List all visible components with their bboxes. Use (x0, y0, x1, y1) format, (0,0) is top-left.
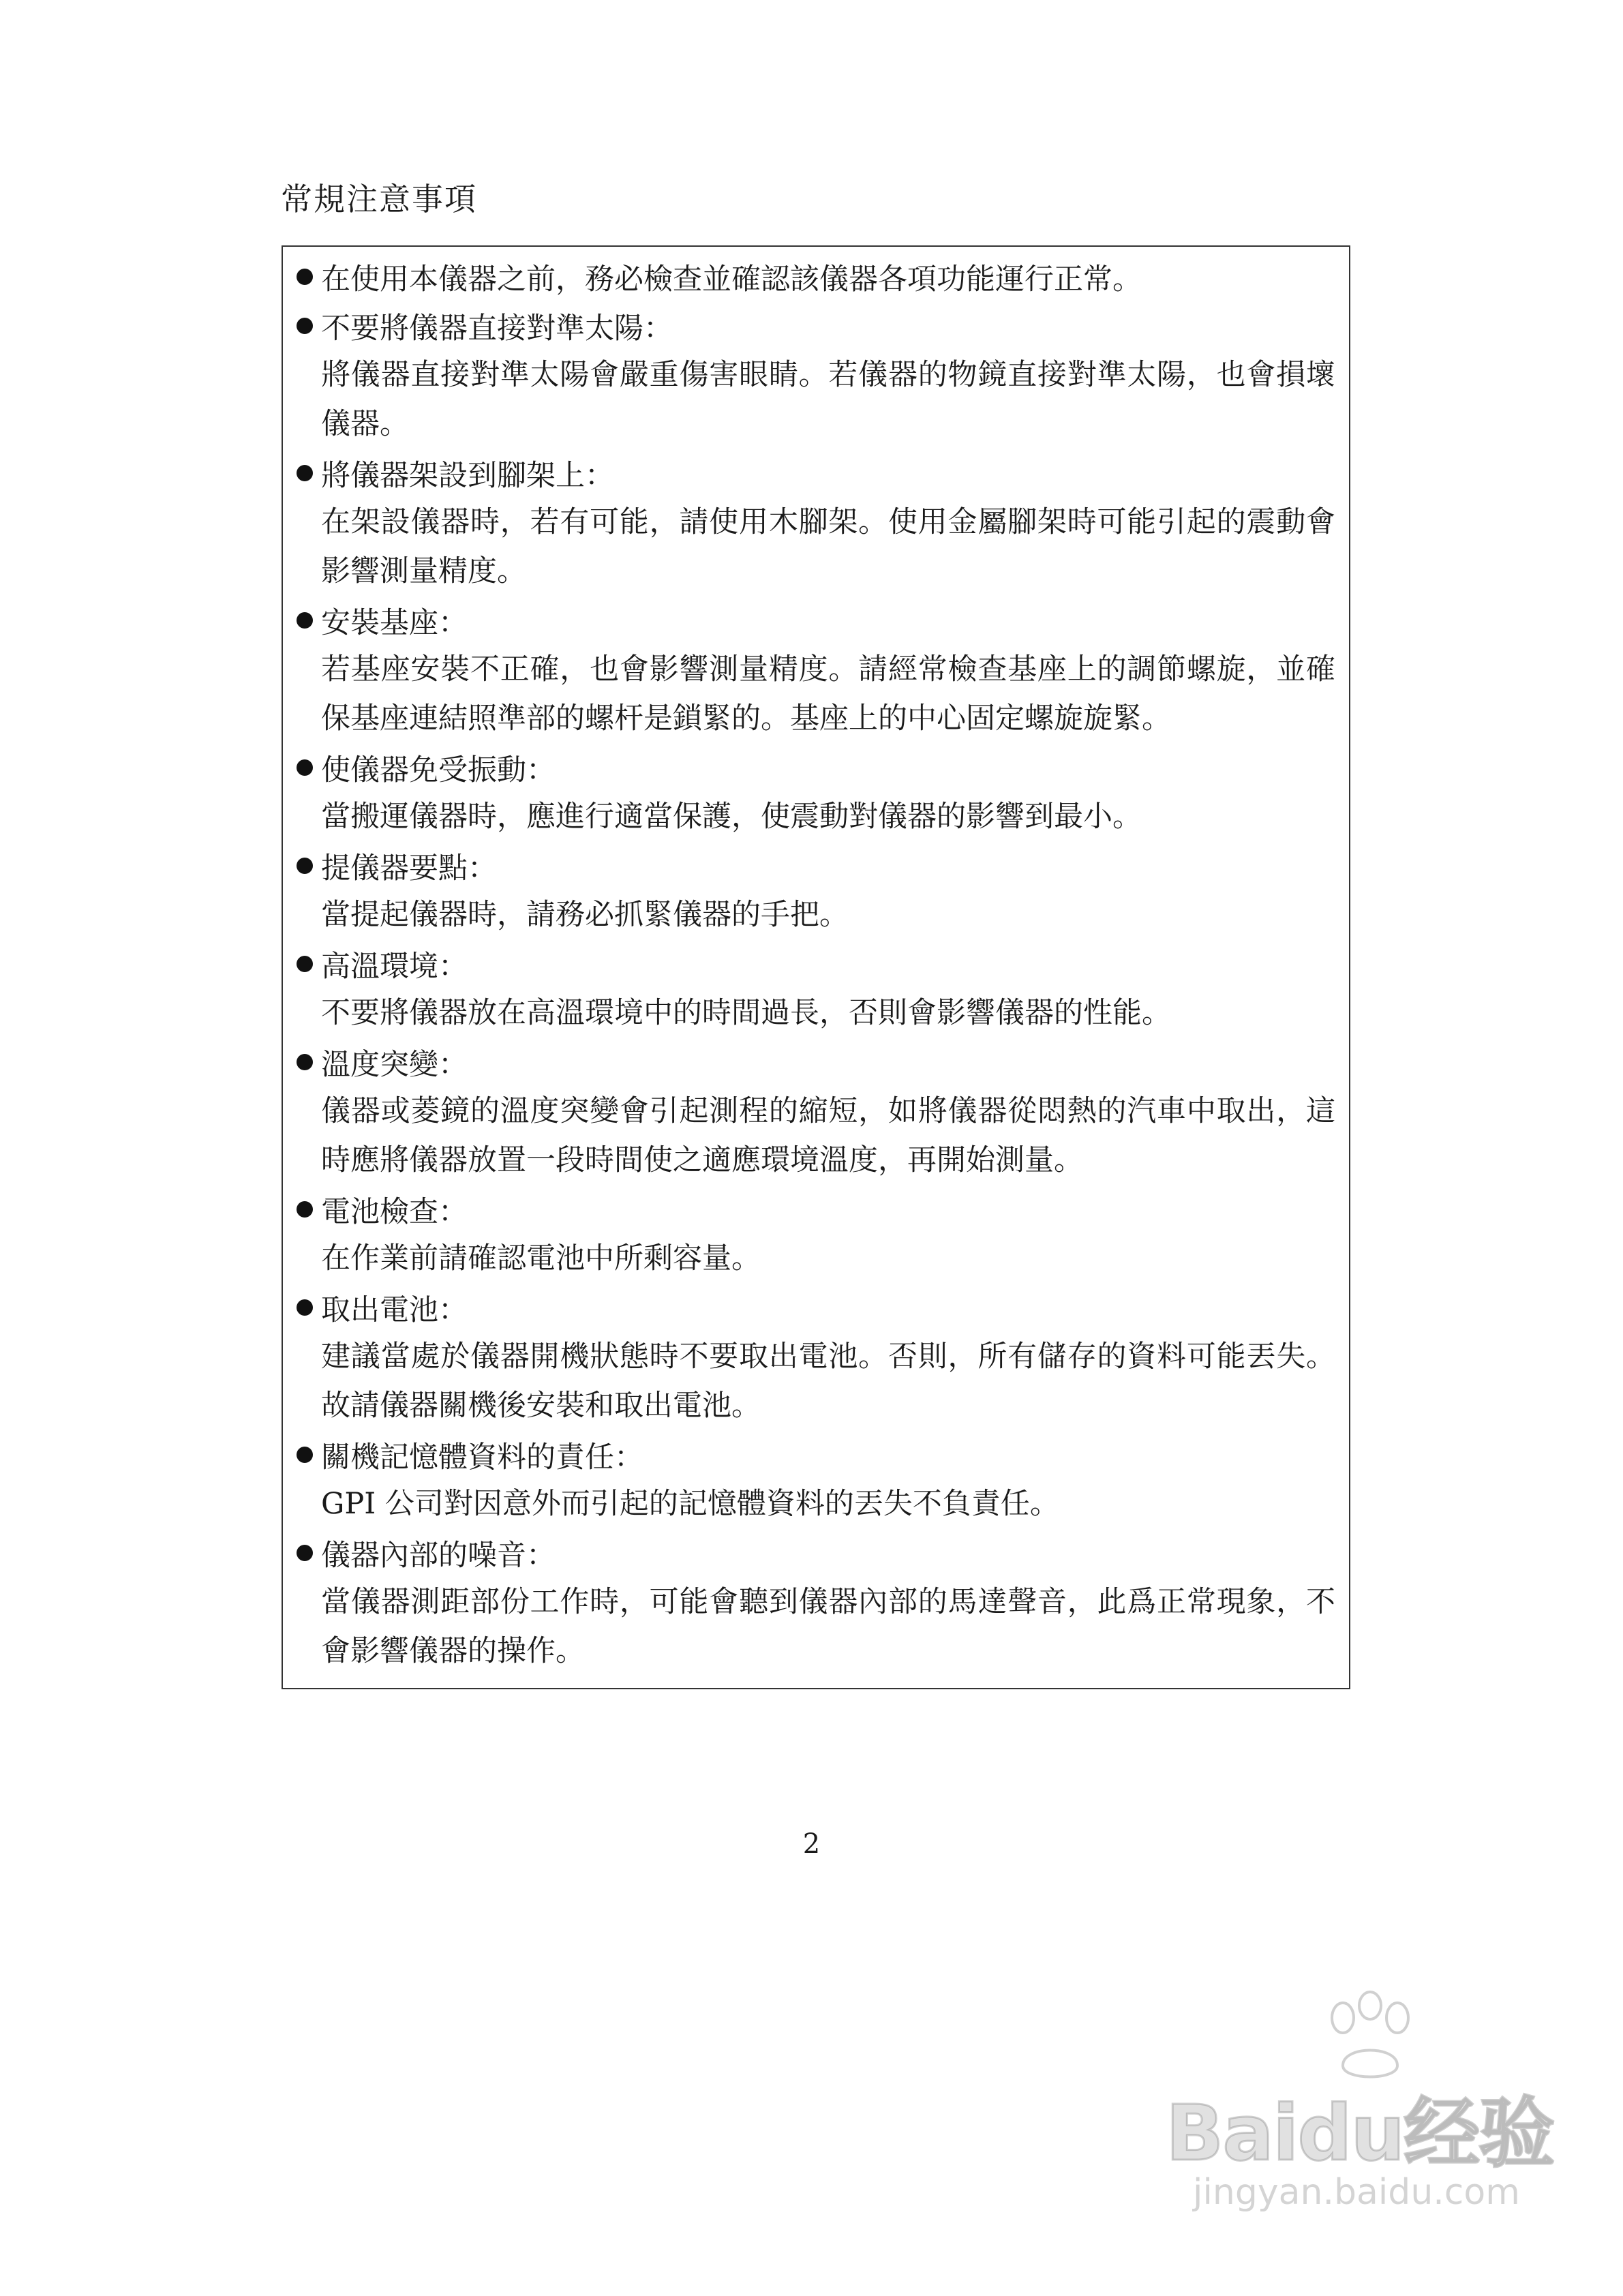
notice-item (297, 743, 1335, 841)
notice-heading-text: 提儀器要點： (321, 851, 497, 886)
notice-item (297, 1038, 1335, 1185)
bullet-icon (297, 318, 313, 334)
notice-heading-text: 使儀器免受振動： (321, 753, 556, 787)
bullet-icon (297, 1201, 313, 1218)
notice-heading-text: 儀器內部的噪音： (321, 1538, 556, 1573)
notice-item (297, 596, 1335, 743)
bullet-icon (297, 759, 313, 776)
notice-heading (297, 841, 1335, 890)
notice-body: 當搬運儀器時，應進行適當保護，使震動對儀器的影響到最小。 (321, 800, 1142, 834)
notice-heading-text: 不要將儀器直接對準太陽： (321, 311, 673, 346)
bullet-icon (297, 1545, 313, 1561)
notice-body: 儀器或菱鏡的溫度突變會引起測程的縮短，如將儀器從悶熱的汽車中取出，這時應將儀器放置一段時間使之適應環境溫度，再開始測量。 (321, 1094, 1335, 1177)
notice-heading (297, 1038, 1335, 1087)
notice-body: 若基座安裝不正確，也會影響測量精度。請經常檢查基座上的調節螺旋，並確保基座連結照準部的螺杆是鎖緊的。基座上的中心固定螺旋旋緊。 (321, 652, 1335, 736)
notice-heading (297, 1185, 1335, 1234)
bullet-icon (297, 465, 313, 481)
watermark-url: jingyan.baidu.com (1193, 2172, 1520, 2213)
watermark-brand: Baidu经验 (1166, 2089, 1554, 2178)
notice-heading-text: 將儀器架設到腳架上： (321, 458, 614, 493)
notice-heading-text: 高溫環境： (321, 949, 468, 984)
notice-heading-text: 關機記憶體資料的責任： (321, 1440, 643, 1475)
notice-body: GPI 公司對因意外而引起的記憶體資料的丟失不負責任。 (321, 1487, 1059, 1521)
paw-logo-icon (1316, 1991, 1425, 2086)
notice-body: 將儀器直接對準太陽會嚴重傷害眼睛。若儀器的物鏡直接對準太陽，也會損壞儀器。 (321, 358, 1335, 441)
page-title: 常規注意事項 (281, 181, 477, 217)
notice-body: 建議當處於儀器開機狀態時不要取出電池。否則，所有儲存的資料可能丟失。故請儀器關機後安裝和取出電池。 (321, 1340, 1335, 1423)
notice-heading-text: 安裝基座： (321, 605, 468, 640)
page-number: 2 (802, 1828, 821, 1860)
notice-body: 在架設儀器時，若有可能，請使用木腳架。使用金屬腳架時可能引起的震動會影響測量精度。 (321, 505, 1335, 588)
notice-heading (297, 301, 1335, 350)
notice-heading (297, 1430, 1335, 1479)
notice-heading-text: 電池檢查： (321, 1194, 468, 1229)
notice-heading (297, 743, 1335, 792)
notice-body: 不要將儀器放在高溫環境中的時間過長，否則會影響儀器的性能。 (321, 996, 1171, 1030)
bullet-icon (297, 612, 313, 629)
notice-body: 當提起儀器時，請務必抓緊儀器的手把。 (321, 898, 849, 932)
notice-body: 當儀器測距部份工作時，可能會聽到儀器內部的馬達聲音，此爲正常現象，不會影響儀器的操作。 (321, 1585, 1335, 1668)
notice-heading (297, 1528, 1335, 1577)
notice-item (297, 939, 1335, 1038)
notice-item (297, 252, 1335, 301)
bullet-icon (297, 956, 313, 972)
notice-item (297, 1430, 1335, 1528)
notice-body: 在作業前請確認電池中所剩容量。 (321, 1241, 761, 1275)
watermark (1152, 1977, 1561, 2236)
notice-item (297, 449, 1335, 596)
notice-heading-text: 溫度突變： (321, 1047, 468, 1082)
bullet-icon (297, 269, 313, 285)
notice-heading (297, 1283, 1335, 1332)
notice-item (297, 1528, 1335, 1676)
notice-heading (297, 596, 1335, 645)
notice-heading (297, 449, 1335, 498)
bullet-icon (297, 1447, 313, 1463)
notice-item (297, 841, 1335, 939)
notice-item (297, 1283, 1335, 1430)
notice-item (297, 1185, 1335, 1283)
notice-heading (297, 939, 1335, 988)
notice-item (297, 301, 1335, 449)
bullet-icon (297, 1054, 313, 1070)
notice-box (282, 245, 1350, 1689)
notice-heading-text: 在使用本儀器之前，務必檢查並確認該儀器各項功能運行正常。 (321, 262, 1142, 297)
bullet-icon (297, 858, 313, 874)
bullet-icon (297, 1299, 313, 1316)
notice-heading-text: 取出電池： (321, 1293, 468, 1327)
notice-heading (297, 252, 1335, 301)
